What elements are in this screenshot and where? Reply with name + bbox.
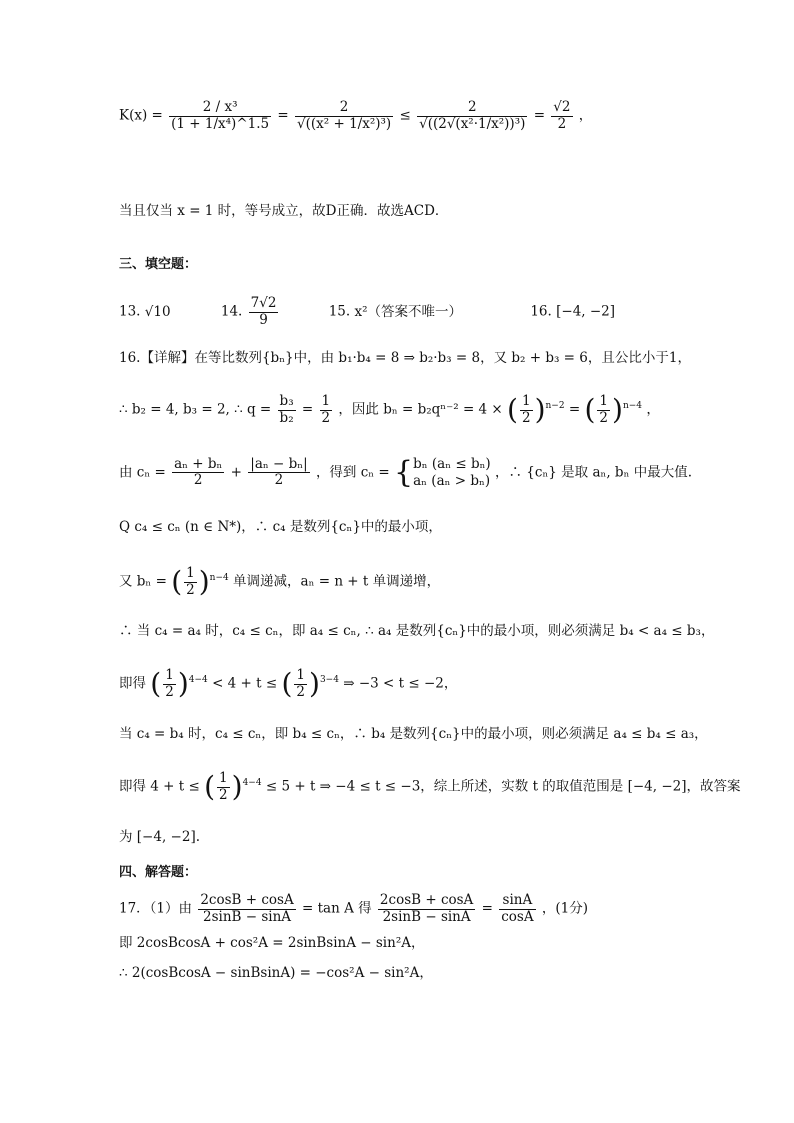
q16-l7-mid: < 4 + t ≤ <box>212 675 278 692</box>
paren-close: ) <box>231 770 243 804</box>
k-le: ≤ <box>399 107 411 124</box>
q16-l2-eq: = <box>568 401 581 418</box>
answer-15-label: 15. <box>328 303 351 320</box>
q16-l2-den-2: 2 <box>321 409 331 426</box>
paren-open: ( <box>171 565 183 599</box>
q16-l5-exp: n−4 <box>209 573 229 584</box>
q16-line-1: 16.【详解】在等比数列{bₙ}中，由 b₁·b₄ = 8 ⇒ b₂·b₃ = 8，又 b₂ + b₃ = 6，且公比小于1， <box>119 350 691 366</box>
q16-l3-den-1: 2 <box>193 472 203 489</box>
q17-l1-den-3: cosA <box>501 908 534 925</box>
q17-line-2: 即 2cosBcosA + cos²A = 2sinBsinA − sin²A， <box>119 935 425 951</box>
cases-brace: { <box>394 454 414 490</box>
paren-close: ) <box>612 393 623 427</box>
q16-l7-exp-2: 3−4 <box>319 675 339 686</box>
q16-l2-exp-2: n−4 <box>622 401 643 412</box>
answer-14-frac <box>249 296 279 328</box>
k-tail: ， <box>578 107 593 124</box>
q16-l3-plus: + <box>230 464 242 481</box>
q16-l9-post: ≤ 5 + t ⇒ −4 ≤ t ≤ −3，综上所述，实数 t 的取值范围是 [−4, −2]，故答案 <box>265 778 741 795</box>
q16-line-6: ∴ 当 c₄ = a₄ 时，c₄ ≤ cₙ，即 a₄ ≤ cₙ, ∴ a₄ 是数列{cₙ}中的最小项，则必须满足 b₄ < a₄ ≤ b₃， <box>119 623 715 639</box>
q17-line-1 <box>119 893 588 925</box>
half-den: 2 <box>186 581 195 598</box>
k-den-2: √((x² + 1/x²)³) <box>297 115 392 132</box>
q16-l7-pre: 即得 <box>119 675 146 692</box>
k-frac-3 <box>417 100 527 132</box>
q16-line-3 <box>119 456 692 490</box>
q17-l1-den-1: 2sinB − sinA <box>203 908 292 925</box>
q16-l2-num-2: 1 <box>321 393 331 409</box>
k-num-3: 2 <box>417 100 527 117</box>
q16-l9-half <box>217 771 230 803</box>
half-den: 2 <box>165 683 174 700</box>
answer-16-label: 16. <box>530 303 552 320</box>
paren-close: ) <box>198 565 210 599</box>
section4-heading: 四、解答题： <box>119 865 198 880</box>
paren-open: ( <box>150 667 162 701</box>
q17-l1-mid: = tan A 得 <box>302 900 372 917</box>
half-den: 2 <box>296 683 306 700</box>
q17-l1-num-3: sinA <box>499 893 535 910</box>
q16-l2-num-1: b₃ <box>279 393 294 409</box>
paren-open: ( <box>507 393 518 427</box>
q16-l3-pre: 由 cₙ = <box>119 464 166 481</box>
k-eq: = <box>277 107 289 124</box>
answer-14-num: 7√2 <box>250 295 277 311</box>
k-den-3: √((2√(x²·1/x²))³) <box>419 115 526 132</box>
q16-l3-post: ，∴ {cₙ} 是取 aₙ, bₙ 中最大值. <box>495 464 692 481</box>
equality-line: 当且仅当 x = 1 时，等号成立，故D正确．故选ACD． <box>119 203 449 219</box>
q16-l7-exp-1: 4−4 <box>188 675 208 686</box>
q17-l1-num-1: 2cosB + cosA <box>200 892 294 908</box>
q17-l1-frac-3 <box>499 893 535 925</box>
q16-l2-mid: = <box>301 401 314 418</box>
q16-l2-exp-1: n−2 <box>545 401 565 412</box>
half-num: 1 <box>186 565 195 581</box>
k-den-1: (1 + 1/x⁴)^1.5 <box>171 115 270 132</box>
answer-15-value: x²（答案不唯一） <box>354 303 463 320</box>
q16-l3-den-2: 2 <box>274 472 284 489</box>
q16-l3-mid: ，得到 cₙ = <box>315 464 390 481</box>
half-num: 1 <box>219 770 228 786</box>
q16-l5-half <box>184 566 197 598</box>
paren-close: ) <box>177 667 189 701</box>
k-formula <box>119 100 592 132</box>
paren-open: ( <box>204 770 216 804</box>
half-den: 2 <box>521 409 531 426</box>
half-den: 2 <box>599 409 609 426</box>
q16-l7-half-1 <box>163 668 176 700</box>
q16-l3-num-2: |aₙ − bₙ| <box>250 455 308 472</box>
q16-l2-half-2 <box>597 394 610 426</box>
q16-l2-frac-2 <box>320 394 333 426</box>
half-num: 1 <box>165 667 174 683</box>
q16-l3-frac-2 <box>248 457 309 489</box>
half-den: 2 <box>219 786 228 803</box>
paren-open: ( <box>281 667 293 701</box>
q16-l9-pre: 即得 4 + t ≤ <box>119 778 200 795</box>
answer-13-label: 13. <box>119 303 141 320</box>
q16-l5-post: 单调递减，aₙ = n + t 单调递增， <box>233 573 441 590</box>
half-num: 1 <box>521 393 531 409</box>
q16-l5-pre: 又 bₙ = <box>119 573 167 590</box>
answer-14-label: 14. <box>220 303 243 320</box>
q17-line-3: ∴ 2(cosBcosA − sinBsinA) = −cos²A − sin²A， <box>119 965 433 981</box>
q17-l1-den-2: 2sinB − sinA <box>382 908 471 925</box>
q16-l2-half-1 <box>520 394 533 426</box>
q16-line-10: 为 [−4, −2]. <box>119 829 200 845</box>
q16-line-7 <box>119 668 457 700</box>
q17-l1-frac-2 <box>378 893 475 925</box>
section3-heading: 三、填空题： <box>119 257 198 272</box>
q16-line-9 <box>119 771 741 803</box>
q16-l7-post: ⇒ −3 < t ≤ −2， <box>343 675 458 692</box>
q16-l2-pre: ∴ b₂ = 4, b₃ = 2, ∴ q = <box>119 401 272 418</box>
k-num-2: 2 <box>295 100 393 117</box>
paren-close: ) <box>534 393 546 427</box>
k-frac-2 <box>295 100 393 132</box>
q17-l1-frac-1 <box>198 893 295 925</box>
q16-l2-den-1: b₂ <box>279 409 294 426</box>
half-num: 1 <box>599 393 609 409</box>
half-num: 1 <box>296 667 306 683</box>
q17-l1-pre: 17．（1）由 <box>119 900 193 917</box>
q17-l1-num-2: 2cosB + cosA <box>379 892 474 908</box>
q16-line-2 <box>119 394 660 426</box>
q16-line-4: Q c₄ ≤ cₙ (n ∈ N*)，∴ c₄ 是数列{cₙ}中的最小项， <box>119 519 442 535</box>
q16-l3-frac-1 <box>172 457 224 489</box>
q17-l1-eq: = <box>481 900 493 917</box>
q16-l3-num-1: aₙ + bₙ <box>174 455 223 472</box>
q17-l1-post: ，(1分) <box>541 900 589 917</box>
q16-l2-frac-1 <box>278 394 296 426</box>
paren-close: ) <box>309 667 320 701</box>
q16-l3-case-1: bₙ (aₙ ≤ bₙ) <box>413 456 491 472</box>
answer-14-den: 9 <box>259 311 268 328</box>
answer-16-value: [−4, −2] <box>556 303 616 320</box>
q16-l7-half-2 <box>294 668 307 700</box>
k-eq-2: = <box>533 107 545 124</box>
q16-l3-case-2: aₙ (aₙ > bₙ) <box>413 472 491 489</box>
q16-l3-cases <box>413 456 491 490</box>
k-frac-4 <box>551 100 572 132</box>
k-num-1: 2 / x³ <box>169 100 271 117</box>
q16-l2-end: ， <box>646 401 660 418</box>
q16-l2-post: ，因此 bₙ = b₂qⁿ⁻² = 4 × <box>338 401 503 418</box>
k-den-4: 2 <box>557 115 567 132</box>
k-num-4: √2 <box>553 99 571 115</box>
answer-13-value: √10 <box>144 303 171 320</box>
paren-open: ( <box>584 393 596 427</box>
answers-row <box>119 296 615 328</box>
k-lhs: K(x) = <box>119 107 163 124</box>
q16-l9-exp: 4−4 <box>242 778 262 789</box>
k-frac-1 <box>169 100 271 132</box>
q16-line-8: 当 c₄ = b₄ 时，c₄ ≤ cₙ，即 b₄ ≤ cₙ，∴ b₄ 是数列{cₙ}中的最小项，则必须满足 a₄ ≤ b₄ ≤ a₃， <box>119 726 708 742</box>
q16-line-5 <box>119 566 440 598</box>
